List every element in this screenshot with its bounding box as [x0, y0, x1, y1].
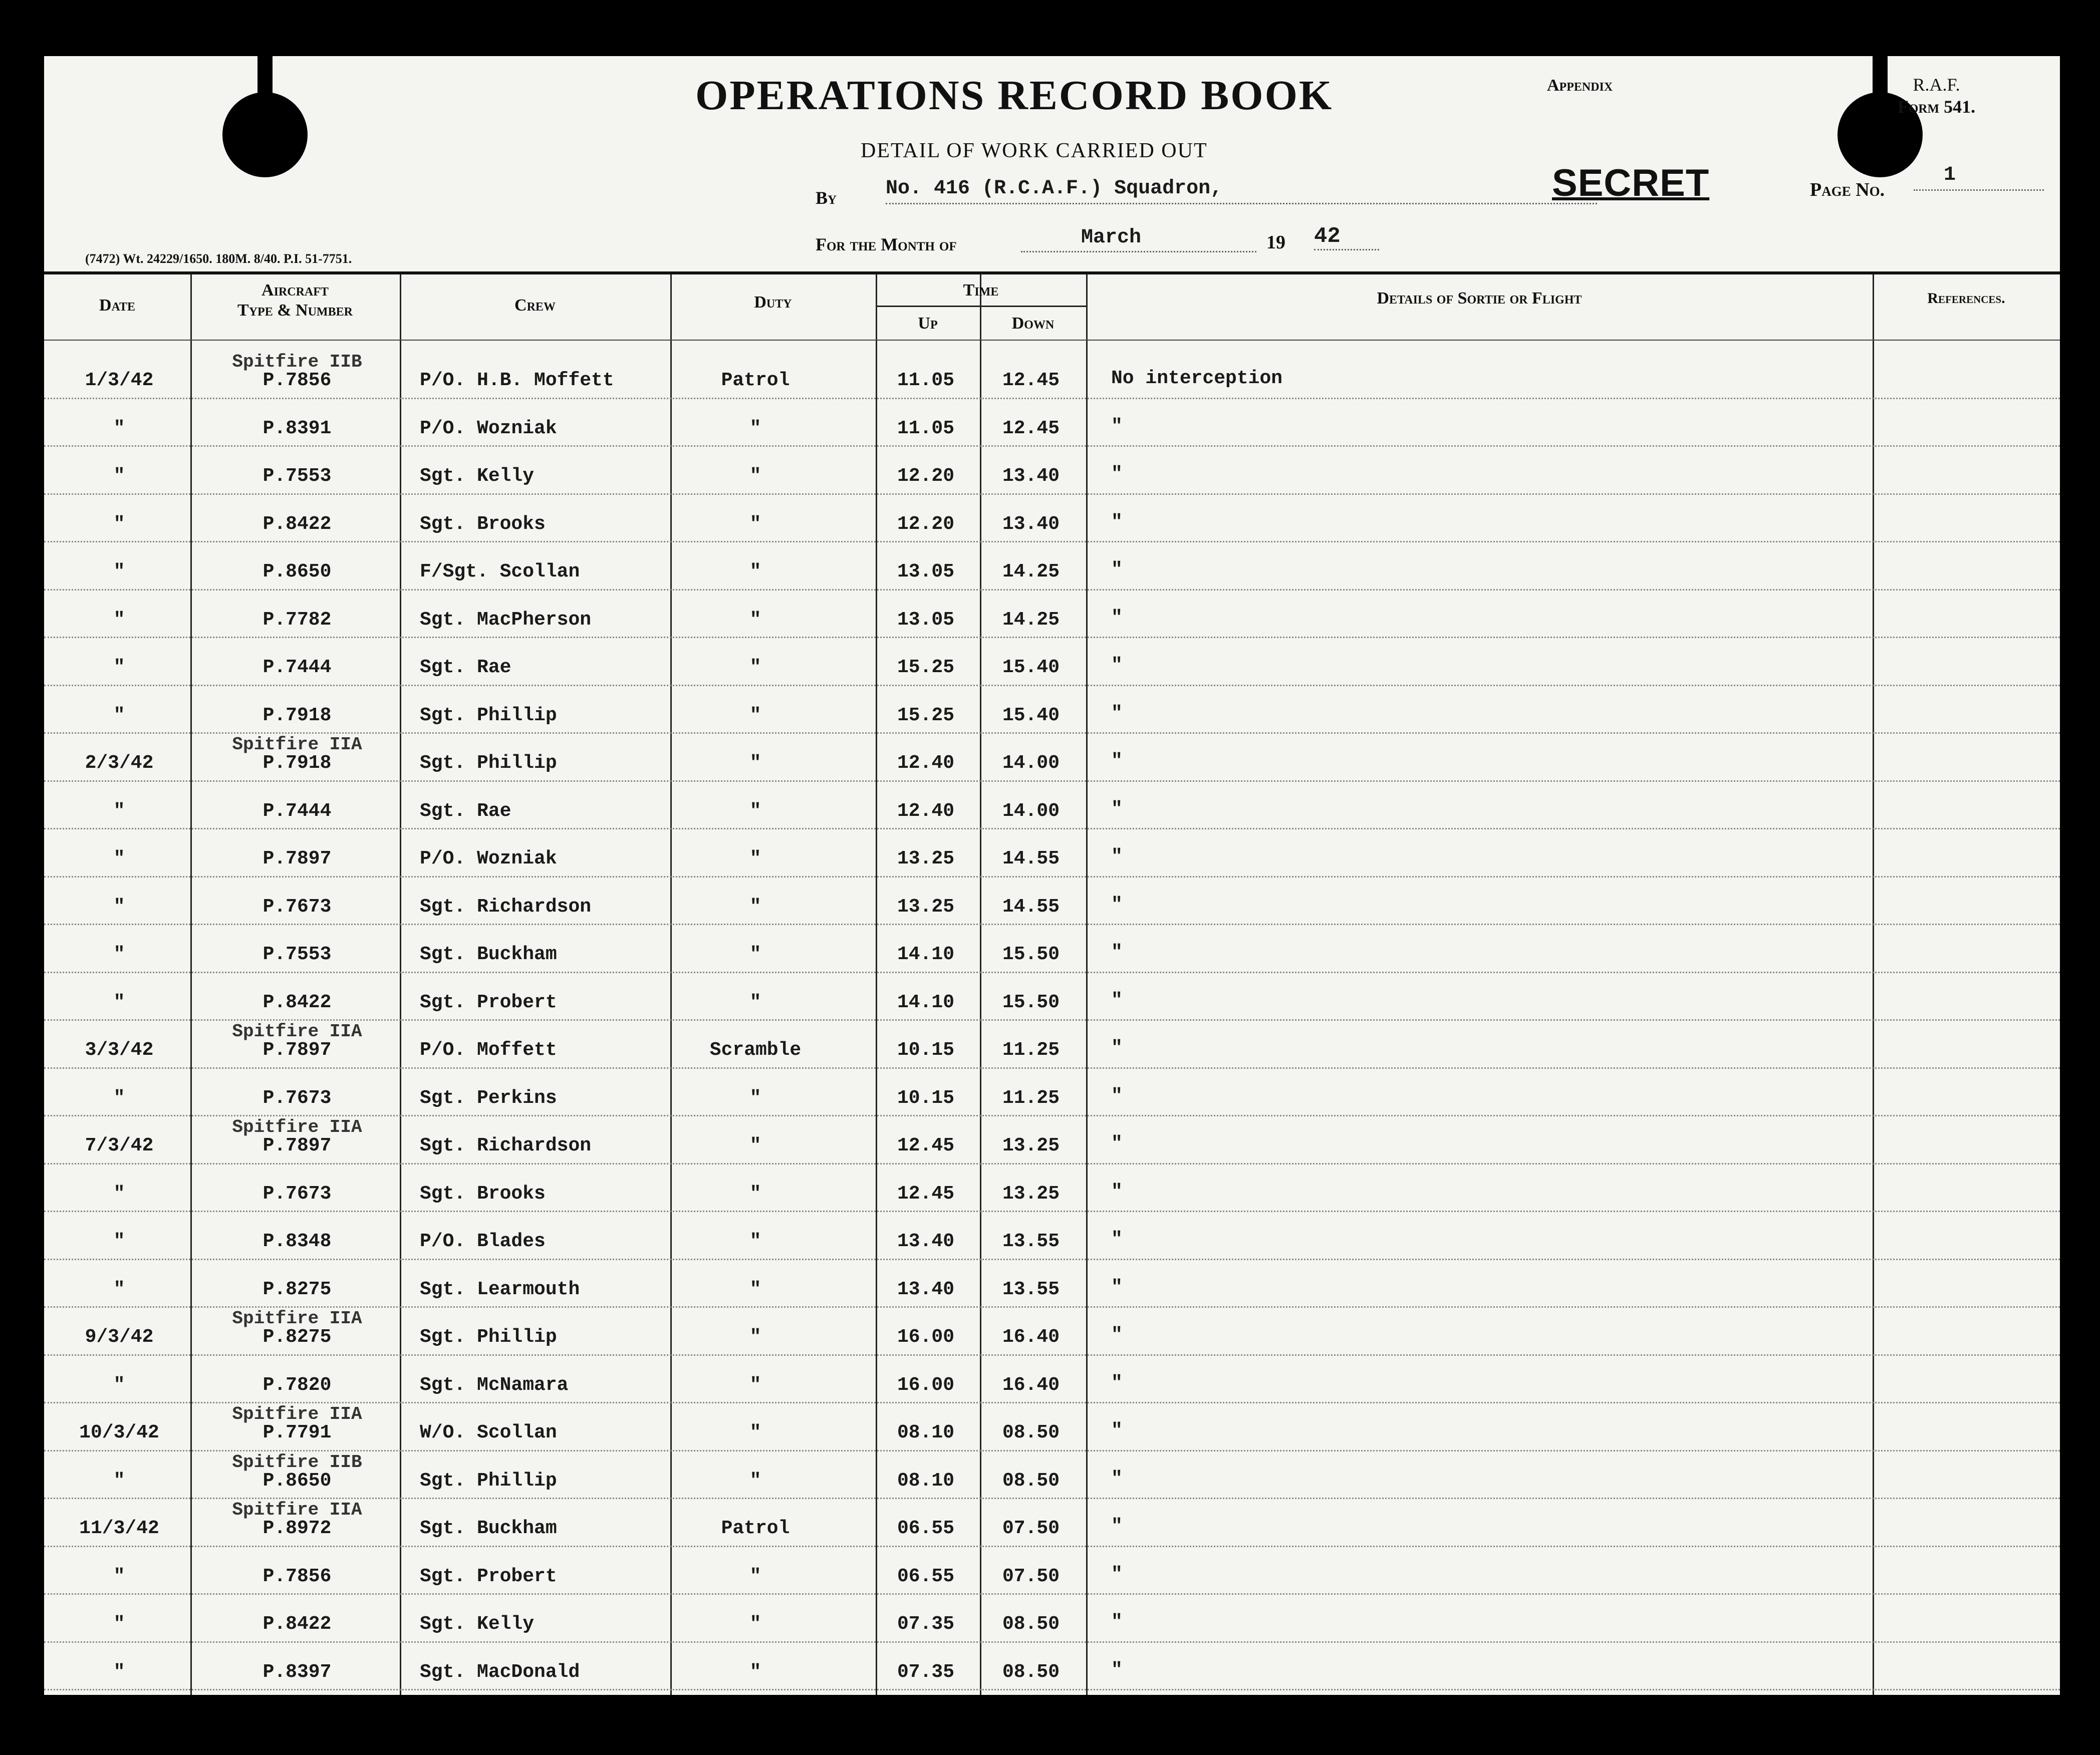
table-row [44, 972, 2060, 1019]
time-down-cell: 13.25 [1002, 1135, 1060, 1156]
time-down-cell: 16.40 [1002, 1374, 1060, 1396]
time-up-cell: 15.25 [897, 657, 955, 678]
crew-cell: P/O. Blades [420, 1231, 546, 1252]
row-divider [44, 1689, 2060, 1690]
duty-cell: " [749, 944, 761, 965]
detail-cell: No interception [1111, 368, 1283, 389]
aircraft-number-cell: P.8348 [262, 1231, 332, 1252]
date-cell: " [113, 1087, 125, 1109]
detail-cell: " [1111, 750, 1123, 772]
table-row [44, 398, 2060, 445]
month-label: For the Month of [816, 234, 957, 254]
aircraft-number-cell: P.7897 [262, 848, 332, 869]
time-down-cell: 14.00 [1002, 800, 1060, 822]
crew-cell: Sgt. Rae [420, 800, 511, 822]
date-cell: " [113, 465, 125, 487]
time-up-cell: 13.40 [897, 1278, 955, 1300]
detail-cell: " [1111, 655, 1123, 676]
detail-cell: " [1111, 798, 1123, 820]
aircraft-type-cell: Spitfire IIB [232, 1451, 362, 1473]
table-row [44, 1211, 2060, 1258]
time-down-cell: 08.50 [1002, 1470, 1060, 1492]
time-up-cell: 10.15 [897, 1039, 955, 1061]
date-cell: " [113, 896, 125, 918]
column-header-aircraft-line1: Aircraft [261, 281, 329, 300]
time-up-cell: 12.45 [897, 1183, 955, 1205]
duty-cell: " [749, 465, 761, 487]
time-down-cell: 14.00 [1002, 752, 1060, 774]
aircraft-number-cell: P.7820 [262, 1374, 332, 1396]
time-up-cell: 07.35 [897, 1661, 955, 1683]
table-row [44, 1593, 2060, 1641]
aircraft-number-cell: P.7856 [262, 1565, 332, 1587]
duty-cell: " [749, 1278, 761, 1300]
time-down-cell: 08.50 [1002, 1613, 1060, 1635]
crew-cell: P/O. H.B. Moffett [420, 370, 614, 391]
aircraft-number-cell: P.7918 [262, 704, 332, 726]
aircraft-number-cell: P.8972 [262, 1518, 332, 1539]
column-header-divider [44, 340, 2060, 341]
page-title: OPERATIONS RECORD BOOK [695, 72, 1334, 119]
detail-cell: " [1111, 1133, 1123, 1154]
time-down-cell: 07.50 [1002, 1518, 1060, 1539]
table-row [44, 1402, 2060, 1449]
time-up-cell: 12.20 [897, 465, 955, 487]
time-up-cell: 12.40 [897, 800, 955, 822]
crew-cell: Sgt. Probert [420, 991, 557, 1013]
table-row [44, 493, 2060, 541]
aircraft-number-cell: P.8422 [262, 513, 332, 535]
time-up-cell: 12.45 [897, 1135, 955, 1156]
aircraft-type-cell: Spitfire IIA [232, 1021, 362, 1042]
duty-cell: Patrol [721, 1518, 790, 1539]
crew-cell: Sgt. MacDonald [420, 1661, 580, 1683]
crew-cell: Sgt. Buckham [420, 944, 557, 965]
table-row [44, 1163, 2060, 1211]
detail-cell: " [1111, 1611, 1123, 1633]
time-up-cell: 11.05 [897, 417, 955, 439]
crew-cell: Sgt. Phillip [420, 1470, 557, 1492]
time-up-cell: 08.10 [897, 1422, 955, 1443]
time-up-cell: 14.10 [897, 991, 955, 1013]
aircraft-number-cell: P.7673 [262, 1087, 332, 1109]
date-cell: 9/3/42 [85, 1326, 154, 1348]
time-down-cell: 14.55 [1002, 848, 1060, 869]
detail-cell: " [1111, 607, 1123, 629]
year-value: 42 [1314, 224, 1379, 250]
column-header-aircraft [190, 280, 400, 321]
crew-cell: P/O. Wozniak [420, 848, 557, 869]
time-down-cell: 13.25 [1002, 1183, 1060, 1205]
duty-cell: " [749, 657, 761, 678]
time-up-cell: 13.25 [897, 896, 955, 918]
detail-cell: " [1111, 1420, 1123, 1441]
table-row [44, 1450, 2060, 1498]
detail-cell: " [1111, 1181, 1123, 1203]
aircraft-number-cell: P.8650 [262, 1470, 332, 1492]
date-cell: 3/3/42 [85, 1039, 154, 1061]
time-down-cell: 14.25 [1002, 561, 1060, 582]
crew-cell: Sgt. Perkins [420, 1087, 557, 1109]
detail-cell: " [1111, 1563, 1123, 1585]
form-label-line2: Form 541. [1898, 97, 1976, 117]
date-cell: " [113, 1231, 125, 1252]
time-down-cell: 15.50 [1002, 991, 1060, 1013]
column-header-crew: Crew [514, 296, 556, 315]
aircraft-type-cell: Spitfire IIA [232, 1117, 362, 1137]
detail-cell: " [1111, 846, 1123, 867]
time-up-cell: 06.55 [897, 1518, 955, 1539]
duty-cell: " [749, 1422, 761, 1443]
aircraft-type-cell: Spitfire IIB [232, 352, 362, 372]
table-row [44, 924, 2060, 971]
duty-cell: " [749, 1374, 761, 1396]
detail-cell: " [1111, 1037, 1123, 1059]
time-header-divider [876, 306, 1086, 307]
duty-cell: Scramble [709, 1039, 802, 1061]
time-down-cell: 13.55 [1002, 1231, 1060, 1252]
time-up-cell: 10.15 [897, 1087, 955, 1109]
page-number-value: 1 [1914, 164, 2044, 191]
detail-cell: " [1111, 1659, 1123, 1681]
date-cell: " [113, 1470, 125, 1492]
aircraft-number-cell: P.8275 [262, 1278, 332, 1300]
crew-cell: Sgt. Richardson [420, 896, 592, 918]
column-header-down: Down [1011, 314, 1055, 333]
time-down-cell: 07.50 [1002, 1565, 1060, 1587]
time-up-cell: 14.10 [897, 944, 955, 965]
form-label-line1: R.A.F. [1913, 75, 1960, 95]
aircraft-number-cell: P.7782 [262, 609, 332, 631]
table-row [44, 1546, 2060, 1593]
aircraft-number-cell: P.7856 [262, 370, 332, 391]
detail-cell: " [1111, 559, 1123, 580]
record-sheet [44, 56, 2060, 1695]
table-row [44, 1641, 2060, 1689]
date-cell: " [113, 657, 125, 678]
table-row [44, 1259, 2060, 1306]
aircraft-number-cell: P.7673 [262, 1183, 332, 1205]
date-cell: " [113, 944, 125, 965]
table-row [44, 589, 2060, 637]
duty-cell: " [749, 1326, 761, 1348]
aircraft-number-cell: P.8275 [262, 1326, 332, 1348]
crew-cell: W/O. Scollan [420, 1422, 557, 1443]
crew-cell: Sgt. Brooks [420, 513, 546, 535]
column-header-date: Date [99, 296, 136, 315]
crew-cell: Sgt. Phillip [420, 1326, 557, 1348]
table-row [44, 1354, 2060, 1402]
crew-cell: Sgt. Phillip [420, 704, 557, 726]
crew-cell: Sgt. MacPherson [420, 609, 592, 631]
time-up-cell: 07.35 [897, 1613, 955, 1635]
table-row [44, 637, 2060, 684]
time-down-cell: 13.40 [1002, 513, 1060, 535]
column-header-time: Time [963, 281, 999, 300]
ledger-table [44, 274, 2060, 1695]
aircraft-number-cell: P.8422 [262, 1613, 332, 1635]
duty-cell: " [749, 1135, 761, 1156]
crew-cell: Sgt. Kelly [420, 1613, 535, 1635]
duty-cell: " [749, 417, 761, 439]
by-label: By [816, 188, 837, 208]
duty-cell: " [749, 609, 761, 631]
duty-cell: " [749, 1231, 761, 1252]
table-row [44, 685, 2060, 732]
aircraft-number-cell: P.7897 [262, 1039, 332, 1061]
date-cell: " [113, 561, 125, 582]
detail-cell: " [1111, 1468, 1123, 1490]
duty-cell: " [749, 848, 761, 869]
aircraft-number-cell: P.7553 [262, 944, 332, 965]
detail-cell: " [1111, 463, 1123, 485]
time-up-cell: 13.25 [897, 848, 955, 869]
time-down-cell: 11.25 [1002, 1039, 1060, 1061]
date-cell: " [113, 1565, 125, 1587]
date-cell: " [113, 609, 125, 631]
detail-cell: " [1111, 702, 1123, 724]
duty-cell: " [749, 800, 761, 822]
duty-cell: " [749, 1565, 761, 1587]
duty-cell: " [749, 513, 761, 535]
date-cell: 2/3/42 [85, 752, 154, 774]
aircraft-number-cell: P.8422 [262, 991, 332, 1013]
date-cell: " [113, 1613, 125, 1635]
crew-cell: Sgt. Probert [420, 1565, 557, 1587]
month-value: March [1021, 226, 1256, 252]
table-row [44, 1115, 2060, 1162]
date-cell: " [113, 513, 125, 535]
crew-cell: Sgt. Buckham [420, 1518, 557, 1539]
date-cell: " [113, 1278, 125, 1300]
column-header-up: Up [918, 314, 938, 333]
time-down-cell: 08.50 [1002, 1422, 1060, 1443]
appendix-label: Appendix [1547, 76, 1613, 95]
table-row [44, 350, 2060, 397]
duty-cell: " [749, 1661, 761, 1683]
table-row [44, 876, 2060, 924]
crew-cell: F/Sgt. Scollan [420, 561, 580, 582]
duty-cell: " [749, 704, 761, 726]
time-up-cell: 13.40 [897, 1231, 955, 1252]
duty-cell: " [749, 991, 761, 1013]
date-cell: 10/3/42 [79, 1422, 159, 1443]
aircraft-number-cell: P.8650 [262, 561, 332, 582]
date-cell: " [113, 1374, 125, 1396]
duty-cell: " [749, 1087, 761, 1109]
table-row [44, 732, 2060, 780]
table-row [44, 828, 2060, 875]
crew-cell: Sgt. Learmouth [420, 1278, 580, 1300]
table-row [44, 1498, 2060, 1545]
time-up-cell: 15.25 [897, 704, 955, 726]
duty-cell: " [749, 1613, 761, 1635]
page-number-label: Page No. [1810, 179, 1885, 200]
detail-cell: " [1111, 894, 1123, 916]
time-up-cell: 12.40 [897, 752, 955, 774]
date-cell: " [113, 991, 125, 1013]
aircraft-number-cell: P.7897 [262, 1135, 332, 1156]
time-down-cell: 12.45 [1002, 370, 1060, 391]
detail-cell: " [1111, 1516, 1123, 1537]
time-down-cell: 12.45 [1002, 417, 1060, 439]
detail-cell: " [1111, 1372, 1123, 1394]
crew-cell: Sgt. Richardson [420, 1135, 592, 1156]
crew-cell: Sgt. McNamara [420, 1374, 569, 1396]
detail-cell: " [1111, 1229, 1123, 1250]
aircraft-type-cell: Spitfire IIA [232, 1308, 362, 1329]
aircraft-number-cell: P.8391 [262, 417, 332, 439]
detail-cell: " [1111, 1324, 1123, 1346]
secret-stamp: SECRET [1552, 162, 1710, 204]
form-label [1898, 74, 1975, 118]
time-down-cell: 16.40 [1002, 1326, 1060, 1348]
column-header-aircraft-line2: Type & Number [237, 301, 353, 320]
table-row [44, 1306, 2060, 1354]
detail-cell: " [1111, 511, 1123, 533]
table-row [44, 445, 2060, 493]
aircraft-type-cell: Spitfire IIA [232, 1404, 362, 1424]
detail-cell: " [1111, 415, 1123, 437]
date-cell: " [113, 704, 125, 726]
date-cell: " [113, 848, 125, 869]
aircraft-number-cell: P.7918 [262, 752, 332, 774]
date-cell: 11/3/42 [79, 1518, 159, 1539]
duty-cell: " [749, 561, 761, 582]
crew-cell: Sgt. Phillip [420, 752, 557, 774]
date-cell: 1/3/42 [85, 370, 154, 391]
time-up-cell: 16.00 [897, 1326, 955, 1348]
detail-cell: " [1111, 1085, 1123, 1107]
date-cell: " [113, 417, 125, 439]
binder-hole-left [222, 92, 308, 177]
table-row [44, 541, 2060, 589]
table-row [44, 780, 2060, 828]
time-down-cell: 13.55 [1002, 1278, 1060, 1300]
duty-cell: Patrol [721, 370, 790, 391]
aircraft-number-cell: P.8397 [262, 1661, 332, 1683]
date-cell: " [113, 800, 125, 822]
column-header-references: References. [1927, 290, 2005, 307]
aircraft-number-cell: P.7444 [262, 657, 332, 678]
print-reference: (7472) Wt. 24229/1650. 180M. 8/40. P.I. 51-7751. [85, 251, 352, 266]
crew-cell: Sgt. Kelly [420, 465, 535, 487]
aircraft-number-cell: P.7673 [262, 896, 332, 918]
time-down-cell: 08.50 [1002, 1661, 1060, 1683]
detail-cell: " [1111, 1276, 1123, 1298]
detail-cell: " [1111, 989, 1123, 1011]
time-up-cell: 13.05 [897, 561, 955, 582]
duty-cell: " [749, 752, 761, 774]
aircraft-number-cell: P.7553 [262, 465, 332, 487]
crew-cell: Sgt. Brooks [420, 1183, 546, 1205]
time-down-cell: 15.40 [1002, 704, 1060, 726]
time-down-cell: 14.25 [1002, 609, 1060, 631]
time-up-cell: 08.10 [897, 1470, 955, 1492]
crew-cell: Sgt. Rae [420, 657, 511, 678]
date-cell: 7/3/42 [85, 1135, 154, 1156]
date-cell: " [113, 1183, 125, 1205]
time-up-cell: 13.05 [897, 609, 955, 631]
time-down-cell: 15.50 [1002, 944, 1060, 965]
crew-cell: P/O. Moffett [420, 1039, 557, 1061]
time-up-cell: 16.00 [897, 1374, 955, 1396]
time-up-cell: 06.55 [897, 1565, 955, 1587]
date-cell: " [113, 1661, 125, 1683]
aircraft-number-cell: P.7791 [262, 1422, 332, 1443]
time-up-cell: 12.20 [897, 513, 955, 535]
time-down-cell: 11.25 [1002, 1087, 1060, 1109]
crew-cell: P/O. Wozniak [420, 417, 557, 439]
time-down-cell: 15.40 [1002, 657, 1060, 678]
squadron-value: No. 416 (R.C.A.F.) Squadron, [886, 177, 1597, 204]
aircraft-type-cell: Spitfire IIA [232, 1500, 362, 1520]
time-up-cell: 11.05 [897, 370, 955, 391]
year-prefix: 19 [1266, 232, 1285, 253]
time-down-cell: 14.55 [1002, 896, 1060, 918]
table-row [44, 1067, 2060, 1115]
detail-cell: " [1111, 942, 1123, 963]
table-row [44, 1019, 2060, 1067]
column-header-duty: Duty [754, 293, 792, 312]
page-subtitle: DETAIL OF WORK CARRIED OUT [861, 139, 1208, 162]
duty-cell: " [749, 896, 761, 918]
time-down-cell: 13.40 [1002, 465, 1060, 487]
column-header-details: Details of Sortie or Flight [1377, 289, 1582, 308]
aircraft-number-cell: P.7444 [262, 800, 332, 822]
duty-cell: " [749, 1183, 761, 1205]
aircraft-type-cell: Spitfire IIA [232, 734, 362, 755]
duty-cell: " [749, 1470, 761, 1492]
